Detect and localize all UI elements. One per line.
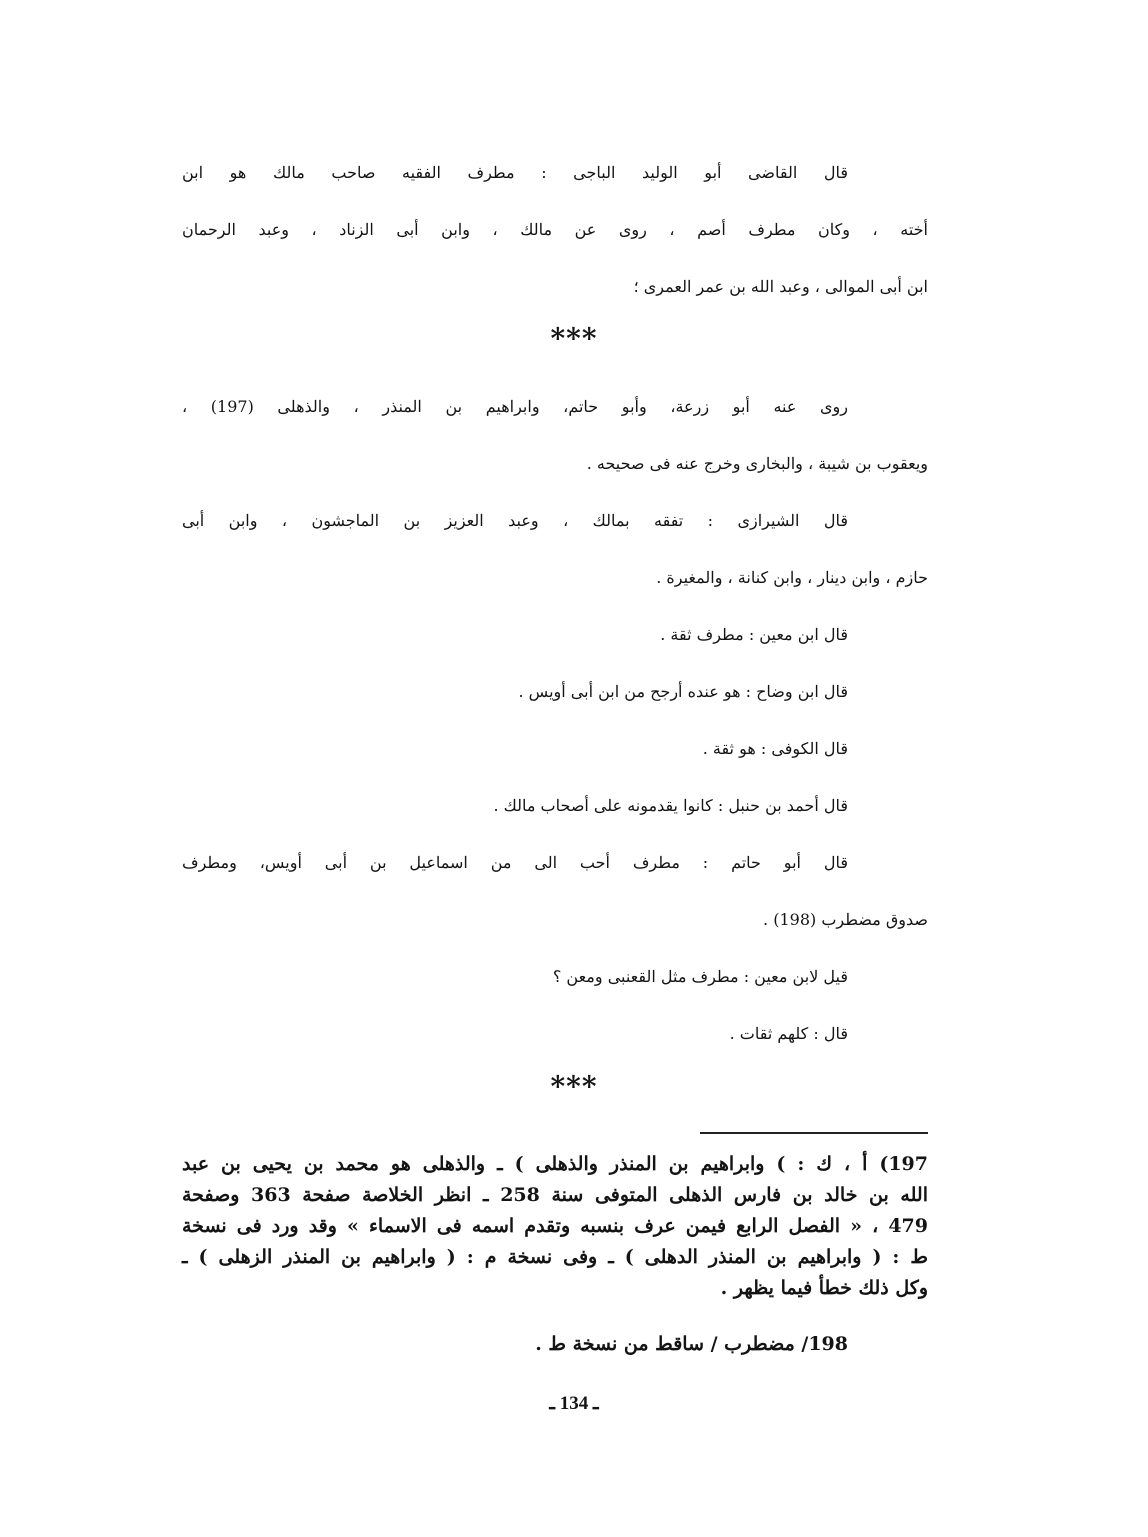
footnote-rule: [700, 1132, 928, 1134]
body-line: قال الكوفى : هو ثقة .: [702, 739, 848, 758]
footnote-line: 198/ مضطرب / ساقط من نسخة ط .: [535, 1333, 848, 1355]
body-line: قال القاضى أبو الوليد الباجى : مطرف الفقيه صاحب مالك هو ابن: [182, 163, 848, 182]
body-line: حازم ، وابن دينار ، وابن كنانة ، والمغيرة .: [656, 568, 928, 587]
footnote-line: 479 ، « الفصل الرابع فيمن عرف بنسبه وتقدم اسمه فى الاسماء » وقد ورد فى نسخة: [182, 1215, 928, 1237]
footnote-line: وكل ذلك خطأ فيما يظهر .: [720, 1277, 928, 1299]
body-line: صدوق مضطرب (198) .: [763, 910, 928, 929]
footnote-line: الله بن خالد بن فارس الذهلى المتوفى سنة 258 ـ انظر الخلاصة صفحة 363 وصفحة: [182, 1184, 928, 1206]
body-line: ويعقوب بن شيبة ، والبخارى وخرج عنه فى صحيحه .: [586, 454, 928, 473]
body-line: أخته ، وكان مطرف أصم ، روى عن مالك ، وابن أبى الزناد ، وعبد الرحمان: [182, 220, 928, 239]
body-line: قال ابن معين : مطرف ثقة .: [660, 625, 848, 644]
body-line: قال أبو حاتم : مطرف أحب الى من اسماعيل بن أبى أويس، ومطرف: [182, 853, 848, 872]
body-line: قال الشيرازى : تفقه بمالك ، وعبد العزيز بن الماجشون ، وابن أبى: [182, 511, 848, 530]
body-line: روى عنه أبو زرعة، وأبو حاتم، وابراهيم بن المنذر ، والذهلى (197) ،: [182, 397, 849, 416]
body-line: قال : كلهم ثقات .: [729, 1024, 848, 1043]
body-line: ابن أبى الموالى ، وعبد الله بن عمر العمرى ؛: [633, 277, 928, 296]
page-number: ـ 134 ـ: [549, 1393, 599, 1414]
body-line: قيل لابن معين : مطرف مثل القعنبى ومعن ؟: [552, 967, 848, 986]
body-line: قال أحمد بن حنبل : كانوا يقدمونه على أصحاب مالك .: [493, 796, 848, 815]
body-line: قال ابن وضاح : هو عنده أرجح من ابن أبى أويس .: [518, 682, 848, 701]
footnote-line: 197) أ ، ك : ) وابراهيم بن المنذر والذهلى ) ـ والذهلى هو محمد بن يحيى بن عبد: [182, 1153, 928, 1175]
section-separator: ***: [550, 1070, 598, 1103]
footnote-line: ط : ( وابراهيم بن المنذر الدهلى ) ـ وفى نسخة م : ( وابراهيم بن المنذر الزهلى ) ـ: [182, 1246, 928, 1268]
section-separator: ***: [550, 322, 598, 355]
